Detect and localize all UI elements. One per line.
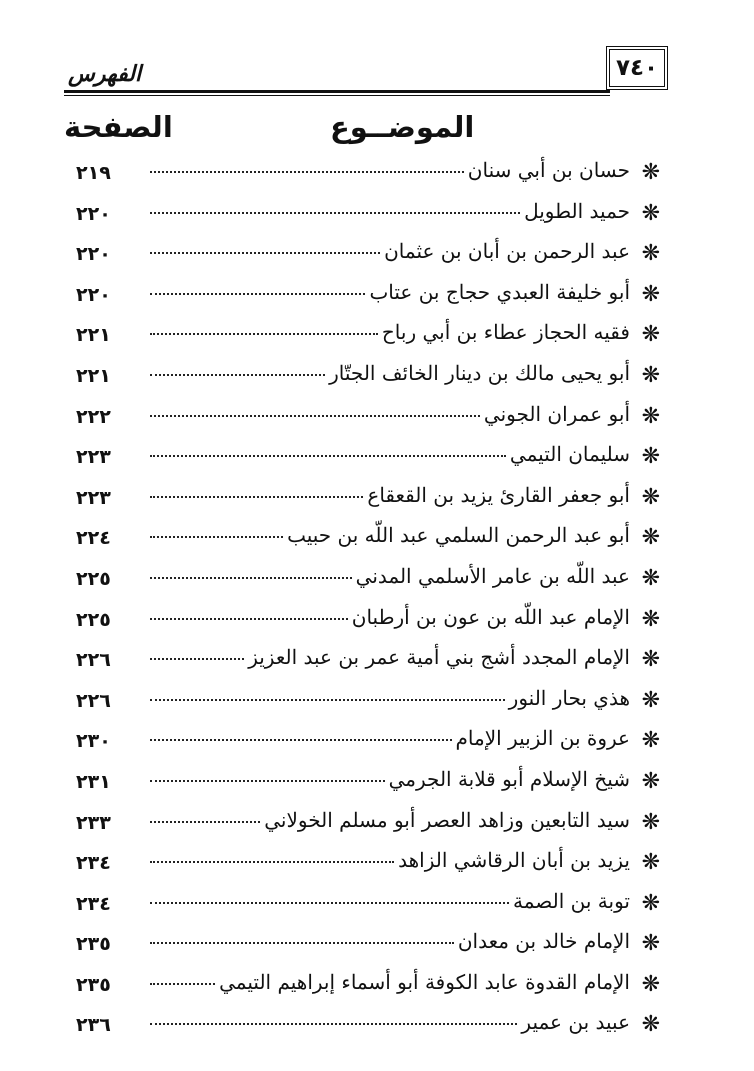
running-title: الفهرس (68, 62, 142, 87)
dot-leader (150, 252, 380, 254)
index-entry (60, 357, 660, 398)
entry-page-number: ٢٢٦ (76, 689, 111, 712)
index-entry (60, 154, 660, 195)
dot-leader (150, 699, 505, 701)
asterisk-bullet-icon: ❋ (641, 768, 660, 794)
asterisk-bullet-icon: ❋ (641, 931, 660, 957)
index-entry (60, 885, 660, 926)
entry-row (150, 320, 630, 344)
asterisk-bullet-icon: ❋ (641, 160, 660, 185)
entry-title: هذي بحار النور (508, 685, 630, 710)
entry-page-number: ٢٣٥ (76, 933, 111, 956)
entry-title: الإمام خالد بن معدان (457, 929, 630, 954)
entry-title: الإمام القدوة عابد الكوفة أبو أسماء إبراهيم التيمي (219, 969, 630, 994)
asterisk-bullet-icon: ❋ (641, 565, 660, 591)
entry-title: فقيه الحجاز عطاء بن أبي رباح (381, 320, 630, 345)
topic-column-heading: الموضــوع (330, 110, 475, 144)
entry-page-number: ٢٣٤ (76, 852, 111, 875)
dot-leader (150, 780, 385, 782)
entry-row (150, 767, 630, 791)
dot-leader (150, 293, 365, 295)
dot-leader (150, 333, 378, 335)
asterisk-bullet-icon: ❋ (641, 200, 660, 226)
dot-leader (150, 496, 363, 498)
asterisk-bullet-icon: ❋ (641, 606, 660, 632)
entry-title: أبو عبد الرحمن السلمي عبد اللّه بن حبيب (287, 523, 630, 548)
entry-page-number: ٢٣٣ (76, 811, 111, 834)
entry-page-number: ٢٢٢ (76, 405, 111, 428)
entry-row (150, 605, 630, 629)
entry-page-number: ٢٢٣ (76, 446, 111, 469)
entry-row (150, 199, 630, 223)
index-entry (60, 235, 660, 276)
index-entry (60, 601, 660, 642)
dot-leader (150, 536, 283, 538)
entry-page-number: ٢٣٥ (76, 973, 111, 996)
entry-page-number: ٢٢٦ (76, 649, 111, 672)
entry-title: الإمام عبد اللّه بن عون بن أرطبان (351, 604, 630, 629)
dot-leader (150, 618, 348, 620)
dot-leader (150, 577, 352, 579)
dot-leader (150, 455, 506, 457)
index-entry (60, 519, 660, 560)
dot-leader (150, 212, 520, 214)
index-entry (60, 763, 660, 804)
dot-leader (150, 983, 215, 985)
entry-row (150, 848, 630, 872)
dot-leader (150, 739, 452, 741)
asterisk-bullet-icon: ❋ (641, 687, 660, 713)
asterisk-bullet-icon: ❋ (641, 444, 660, 470)
dot-leader (150, 171, 464, 173)
asterisk-bullet-icon: ❋ (641, 728, 660, 754)
entry-title: حميد الطويل (524, 198, 630, 223)
entry-row (150, 402, 630, 426)
index-entry (60, 316, 660, 357)
entry-row (150, 564, 630, 588)
index-entry (60, 398, 660, 439)
entry-title: الإمام المجدد أشج بني أمية عمر بن عبد العزيز (248, 645, 630, 670)
entry-page-number: ٢٢٠ (76, 243, 111, 266)
entry-title: أبو يحيى مالك بن دينار الخائف الجتّار (329, 360, 630, 385)
entry-title: عبيد بن عمير (521, 1010, 630, 1035)
dot-leader (150, 374, 325, 376)
page-column-heading: الصفحة (64, 110, 173, 144)
entry-row (150, 158, 630, 182)
asterisk-bullet-icon: ❋ (641, 281, 660, 307)
entry-page-number: ٢٢٠ (76, 283, 111, 306)
entry-page-number: ٢٣٦ (76, 1014, 111, 1037)
dot-leader (150, 821, 260, 823)
entry-page-number: ٢٢٣ (76, 486, 111, 509)
asterisk-bullet-icon: ❋ (641, 322, 660, 348)
entry-title: عروة بن الزبير الإمام (455, 726, 630, 751)
index-entry (60, 682, 660, 723)
index-entry (60, 722, 660, 763)
index-entry (60, 804, 660, 845)
asterisk-bullet-icon: ❋ (641, 850, 660, 876)
entry-row (150, 645, 630, 669)
index-entry (60, 195, 660, 236)
entry-page-number: ٢٢٥ (76, 567, 111, 590)
entry-row (150, 686, 630, 710)
dot-leader (150, 658, 244, 660)
asterisk-bullet-icon: ❋ (641, 647, 660, 673)
entry-page-number: ٢٣٤ (76, 892, 111, 915)
entry-row (150, 361, 630, 385)
index-entry (60, 276, 660, 317)
asterisk-bullet-icon: ❋ (641, 484, 660, 510)
index-entries (60, 154, 660, 1047)
asterisk-bullet-icon: ❋ (641, 809, 660, 835)
entry-row (150, 280, 630, 304)
index-entry (60, 1006, 660, 1047)
entry-page-number: ٢٣٠ (76, 730, 111, 753)
dot-leader (150, 415, 480, 417)
entry-title: أبو خليفة العبدي حجاج بن عتاب (369, 279, 630, 304)
asterisk-bullet-icon: ❋ (641, 403, 660, 429)
entry-title: أبو جعفر القارئ يزيد بن القعقاع (367, 482, 630, 507)
entry-page-number: ٢٢١ (76, 364, 111, 387)
dot-leader (150, 861, 394, 863)
entry-title: يزيد بن أبان الرقاشي الزاهد (398, 848, 630, 873)
index-entry (60, 438, 660, 479)
entry-row (150, 483, 630, 507)
dot-leader (150, 902, 509, 904)
entry-row (150, 523, 630, 547)
dot-leader (150, 1023, 517, 1025)
index-entry (60, 560, 660, 601)
asterisk-bullet-icon: ❋ (641, 241, 660, 267)
entry-row (150, 239, 630, 263)
index-entry (60, 966, 660, 1007)
entry-page-number: ٢٢٠ (76, 202, 111, 225)
index-entry (60, 925, 660, 966)
asterisk-bullet-icon: ❋ (641, 971, 660, 997)
entry-page-number: ٢١٩ (76, 162, 111, 184)
header-rule-thin (64, 95, 610, 96)
index-entry (60, 844, 660, 885)
entry-title: سيد التابعين وزاهد العصر أبو مسلم الخولاني (264, 807, 630, 832)
dot-leader (150, 942, 454, 944)
entry-page-number: ٢٣١ (76, 770, 111, 793)
entry-row (150, 929, 630, 953)
asterisk-bullet-icon: ❋ (641, 1012, 660, 1038)
entry-row (150, 1010, 630, 1034)
asterisk-bullet-icon: ❋ (641, 890, 660, 916)
entry-row (150, 726, 630, 750)
entry-title: شيخ الإسلام أبو قلابة الجرمي (388, 766, 630, 791)
entry-page-number: ٢٢٥ (76, 608, 111, 631)
entry-title: عبد اللّه بن عامر الأسلمي المدني (355, 563, 630, 588)
page-number: ٧٤٠ (606, 46, 668, 90)
header-rule (64, 90, 610, 93)
entry-page-number: ٢٢١ (76, 324, 111, 347)
entry-row (150, 889, 630, 913)
page-header (64, 44, 668, 100)
entry-row (150, 442, 630, 466)
entry-title: سليمان التيمي (509, 442, 630, 467)
entry-row (150, 970, 630, 994)
index-entry (60, 479, 660, 520)
asterisk-bullet-icon: ❋ (641, 362, 660, 388)
index-entry (60, 641, 660, 682)
entry-page-number: ٢٢٤ (76, 527, 111, 550)
entry-title: أبو عمران الجوني (483, 401, 630, 426)
entry-title: عبد الرحمن بن أبان بن عثمان (384, 239, 630, 264)
entry-row (150, 808, 630, 832)
asterisk-bullet-icon: ❋ (641, 525, 660, 551)
entry-title: حسان بن أبي سنان (467, 158, 630, 182)
entry-title: توبة بن الصمة (513, 888, 630, 913)
